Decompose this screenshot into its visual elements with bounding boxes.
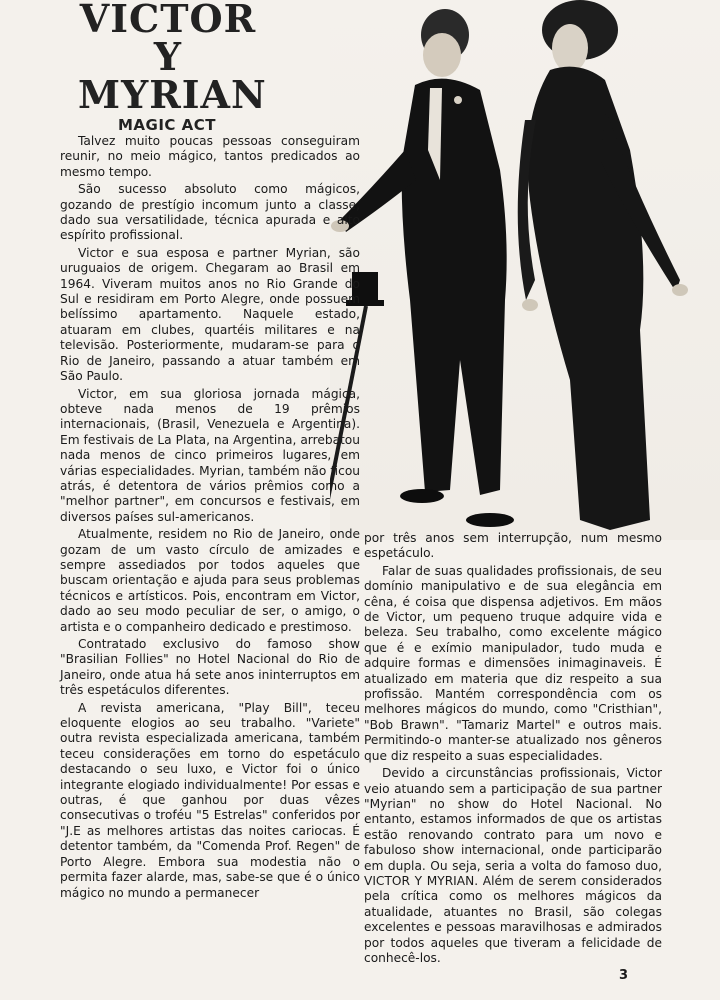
article-title <box>78 0 267 117</box>
title-line-1: VICTOR <box>79 0 257 41</box>
paragraph: Devido a circunstâncias profissionais, Victor veio atuando sem a participação de sua partner "Myrian" no show do Hotel Nacional. No entanto, estamos informados de que os artistas estão renovando contrato para um novo e fabuloso show internacional, onde participarão em dupla. Ou seja, seria a volta do famoso duo, VICTOR Y MYRIAN. Além de serem considerados pela crítica como os melhores mágicos da atualidade, atuantes no Brasil, são colegas excelentes e pessoas maravilhosas e admirados por todos aqueles que tiveram a felicidade de conhecê-los. <box>364 766 662 965</box>
right-column <box>364 531 662 968</box>
title-line-3: MYRIAN <box>78 72 267 117</box>
left-column <box>60 134 360 903</box>
paragraph: Atualmente, residem no Rio de Janeiro, onde gozam de um vasto círculo de amizades e sempre assediados por todos aqueles que buscam orientação e ajuda para seus problemas técnicos e artísticos. Pois, encontram em Victor, dado ao seu modo peculiar de ser, o amigo, o artista e o companheiro dedicado e prestimoso. <box>60 527 360 634</box>
paragraph: São sucesso absoluto como mágicos, gozando de prestígio incomum junto a classe, dado sua versatilidade, técnica apurada e alto espírito profissional. <box>60 182 360 243</box>
paragraph: Talvez muito poucas pessoas conseguiram reunir, no meio mágico, tantos predicados ao mesmo tempo. <box>60 134 360 179</box>
article-subtitle: MAGIC ACT <box>118 116 217 134</box>
paragraph: Victor, em sua gloriosa jornada mágica, obteve nada menos de 19 prêmios internacionais, (Brasil, Venezuela e Argentina). Em festivais de La Plata, na Argentina, arrebatou nada menos de cinco primeiros lugares, em várias especialidades. Myrian, também não ficou atrás, é detentora de vários prêmios como a "melhor partner", em concursos e festivais, em diversos países sul-americanos. <box>60 386 360 524</box>
paragraph: Victor e sua esposa e partner Myrian, são uruguaios de origem. Chegaram ao Brasil em 1964. Viveram muitos anos no Rio Grande do Sul e residiram em Porto Alegre, onde possuem belíssimo apartamento. Naquele estado, atuaram em clubes, quartéis militares e na televisão. Posteriormente, mudaram-se para o Rio de Janeiro, passando a atuar também em São Paulo. <box>60 245 360 384</box>
paragraph: por três anos sem interrupção, num mesmo espetáculo. <box>364 531 662 561</box>
paragraph: Contratado exclusivo do famoso show "Brasilian Follies" no Hotel Nacional do Rio de Janeiro, onde atua há sete anos ininterruptos em três espetáculos diferentes. <box>60 637 360 698</box>
paragraph: A revista americana, "Play Bill", teceu eloquente elogios ao seu trabalho. "Variete" outra revista especializada americana, também teceu considerações em torno do espetáculo destacando o seu luxo, e Victor foi o único integrante elogiado individualmente! Por essas e outras, é que ganhou por duas vêzes consecutivas o troféu "5 Estrelas" conferidos por "J.E as melhores artistas das noites cariocas. É detentor também, da "Comenda Prof. Regen" de Porto Alegre. Embora sua modestia não o permita fazer alarde, mas, sabe-se que é o único mágico no mundo a permanecer <box>60 700 360 900</box>
paragraph: Falar de suas qualidades profissionais, de seu domínio manipulativo e de sua elegância em cêna, é coisa que dispensa adjetivos. Em mãos de Victor, um pequeno truque adquire vida e beleza. Seu trabalho, como excelente mágico que é e exímio manipulador, tudo muda e adquire formas e dimensões inimaginaveis. É atualizado em materia que diz respeito a sua profissão. Mantém correspondência com os melhores mágicos do mundo, como "Cristhian", "Bob Brawn". "Tamariz Martel" e outros mais. Permitindo-o manter-se atualizado nos gêneros que diz respeito a suas especialidades. <box>364 563 662 763</box>
performers-photo-icon <box>330 0 720 540</box>
page-number: 3 <box>619 968 629 983</box>
title-line-2: Y <box>153 34 183 79</box>
